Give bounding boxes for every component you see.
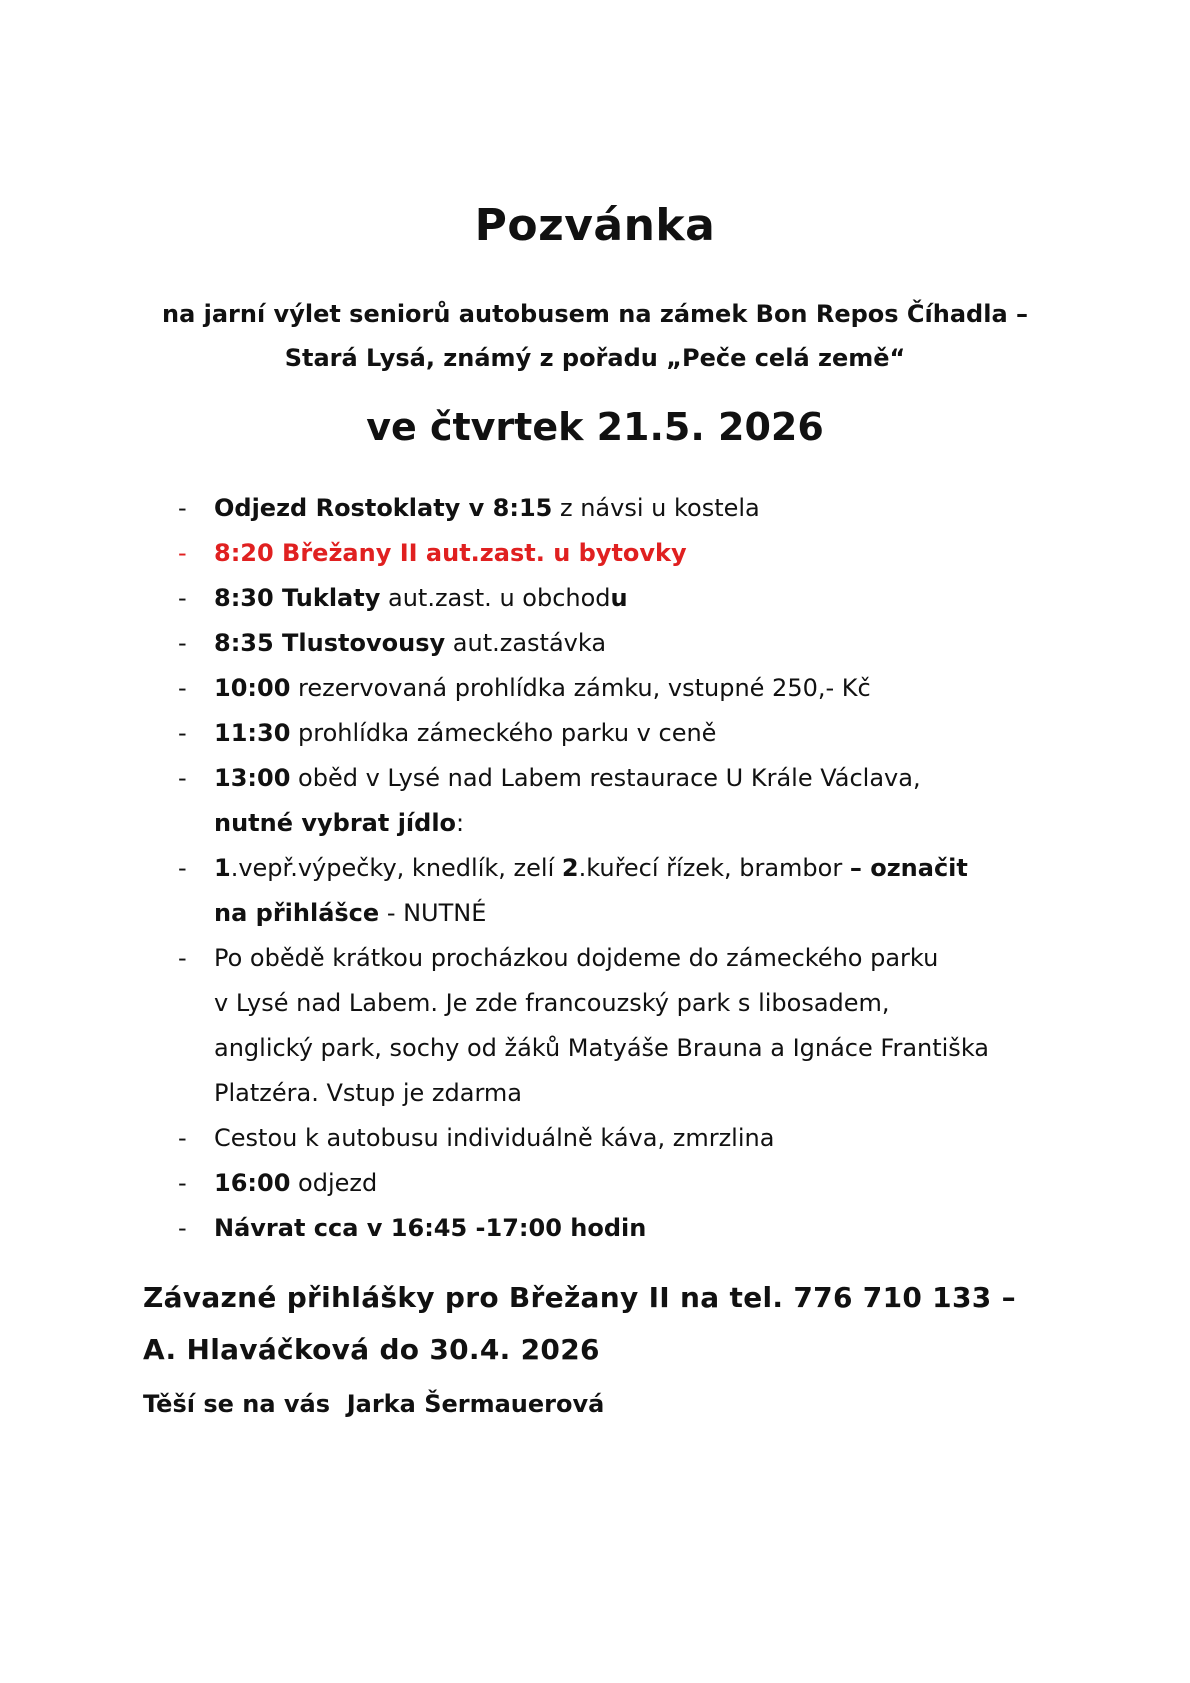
list-dash: - [178, 944, 187, 972]
trip-date: ve čtvrtek 21.5. 2026 [366, 405, 824, 449]
registration-line-1: Závazné přihlášky pro Břežany II na tel. 776 710 133 – [143, 1281, 1016, 1314]
schedule-item: - 8:35 Tlustovousy aut.zastávka [178, 621, 1078, 666]
schedule-item: - 8:30 Tuklaty aut.zast. u obchodu [178, 576, 1078, 621]
schedule-item: - 13:00 oběd v Lysé nad Labem restaurace U Krále Václava, nutné vybrat jídlo: [178, 756, 1078, 846]
list-dash: - [178, 539, 187, 567]
list-dash: - [178, 854, 187, 882]
schedule-list [178, 486, 1078, 1251]
list-dash: - [178, 764, 187, 792]
list-dash: - [178, 1124, 187, 1152]
registration-info [143, 1272, 1093, 1376]
schedule-item: - 16:00 odjezd [178, 1161, 1078, 1206]
registration-line-2: A. Hlaváčková do 30.4. 2026 [143, 1333, 600, 1366]
list-dash: - [178, 494, 187, 522]
trip-description [130, 292, 1060, 380]
list-dash: - [178, 719, 187, 747]
schedule-item: - Cestou k autobusu individuálně káva, zmrzlina [178, 1116, 1078, 1161]
schedule-item: - 1.vepř.výpečky, knedlík, zelí 2.kuřecí řízek, brambor – označit na přihlášce - NUTNÉ [178, 846, 1078, 936]
schedule-item: - 11:30 prohlídka zámeckého parku v ceně [178, 711, 1078, 756]
trip-description-line-2: Stará Lysá, známý z pořadu „Peče celá země“ [284, 344, 906, 372]
list-dash: - [178, 674, 187, 702]
list-dash: - [178, 584, 187, 612]
trip-description-line-1: na jarní výlet seniorů autobusem na zámek Bon Repos Číhadla – [161, 300, 1029, 328]
schedule-item: - Po obědě krátkou procházkou dojdeme do zámeckého parku v Lysé nad Labem. Je zde francouzský park s libosadem, anglický park, sochy od žáků Matyáše Brauna a Ignáce Františka Platzéra. Vstup je zdarma [178, 936, 1078, 1116]
schedule-item-highlighted: - 8:20 Břežany II aut.zast. u bytovky [178, 531, 1078, 576]
page-title: Pozvánka [474, 200, 716, 251]
list-dash: - [178, 1169, 187, 1197]
schedule-item: - 10:00 rezervovaná prohlídka zámku, vstupné 250,- Kč [178, 666, 1078, 711]
schedule-item: - Návrat cca v 16:45 -17:00 hodin [178, 1206, 1078, 1251]
list-dash: - [178, 629, 187, 657]
list-dash: - [178, 1214, 187, 1242]
closing-signature: Těší se na vás Jarka Šermauerová [143, 1390, 605, 1418]
schedule-item: - Odjezd Rostoklaty v 8:15 z návsi u kostela [178, 486, 1078, 531]
